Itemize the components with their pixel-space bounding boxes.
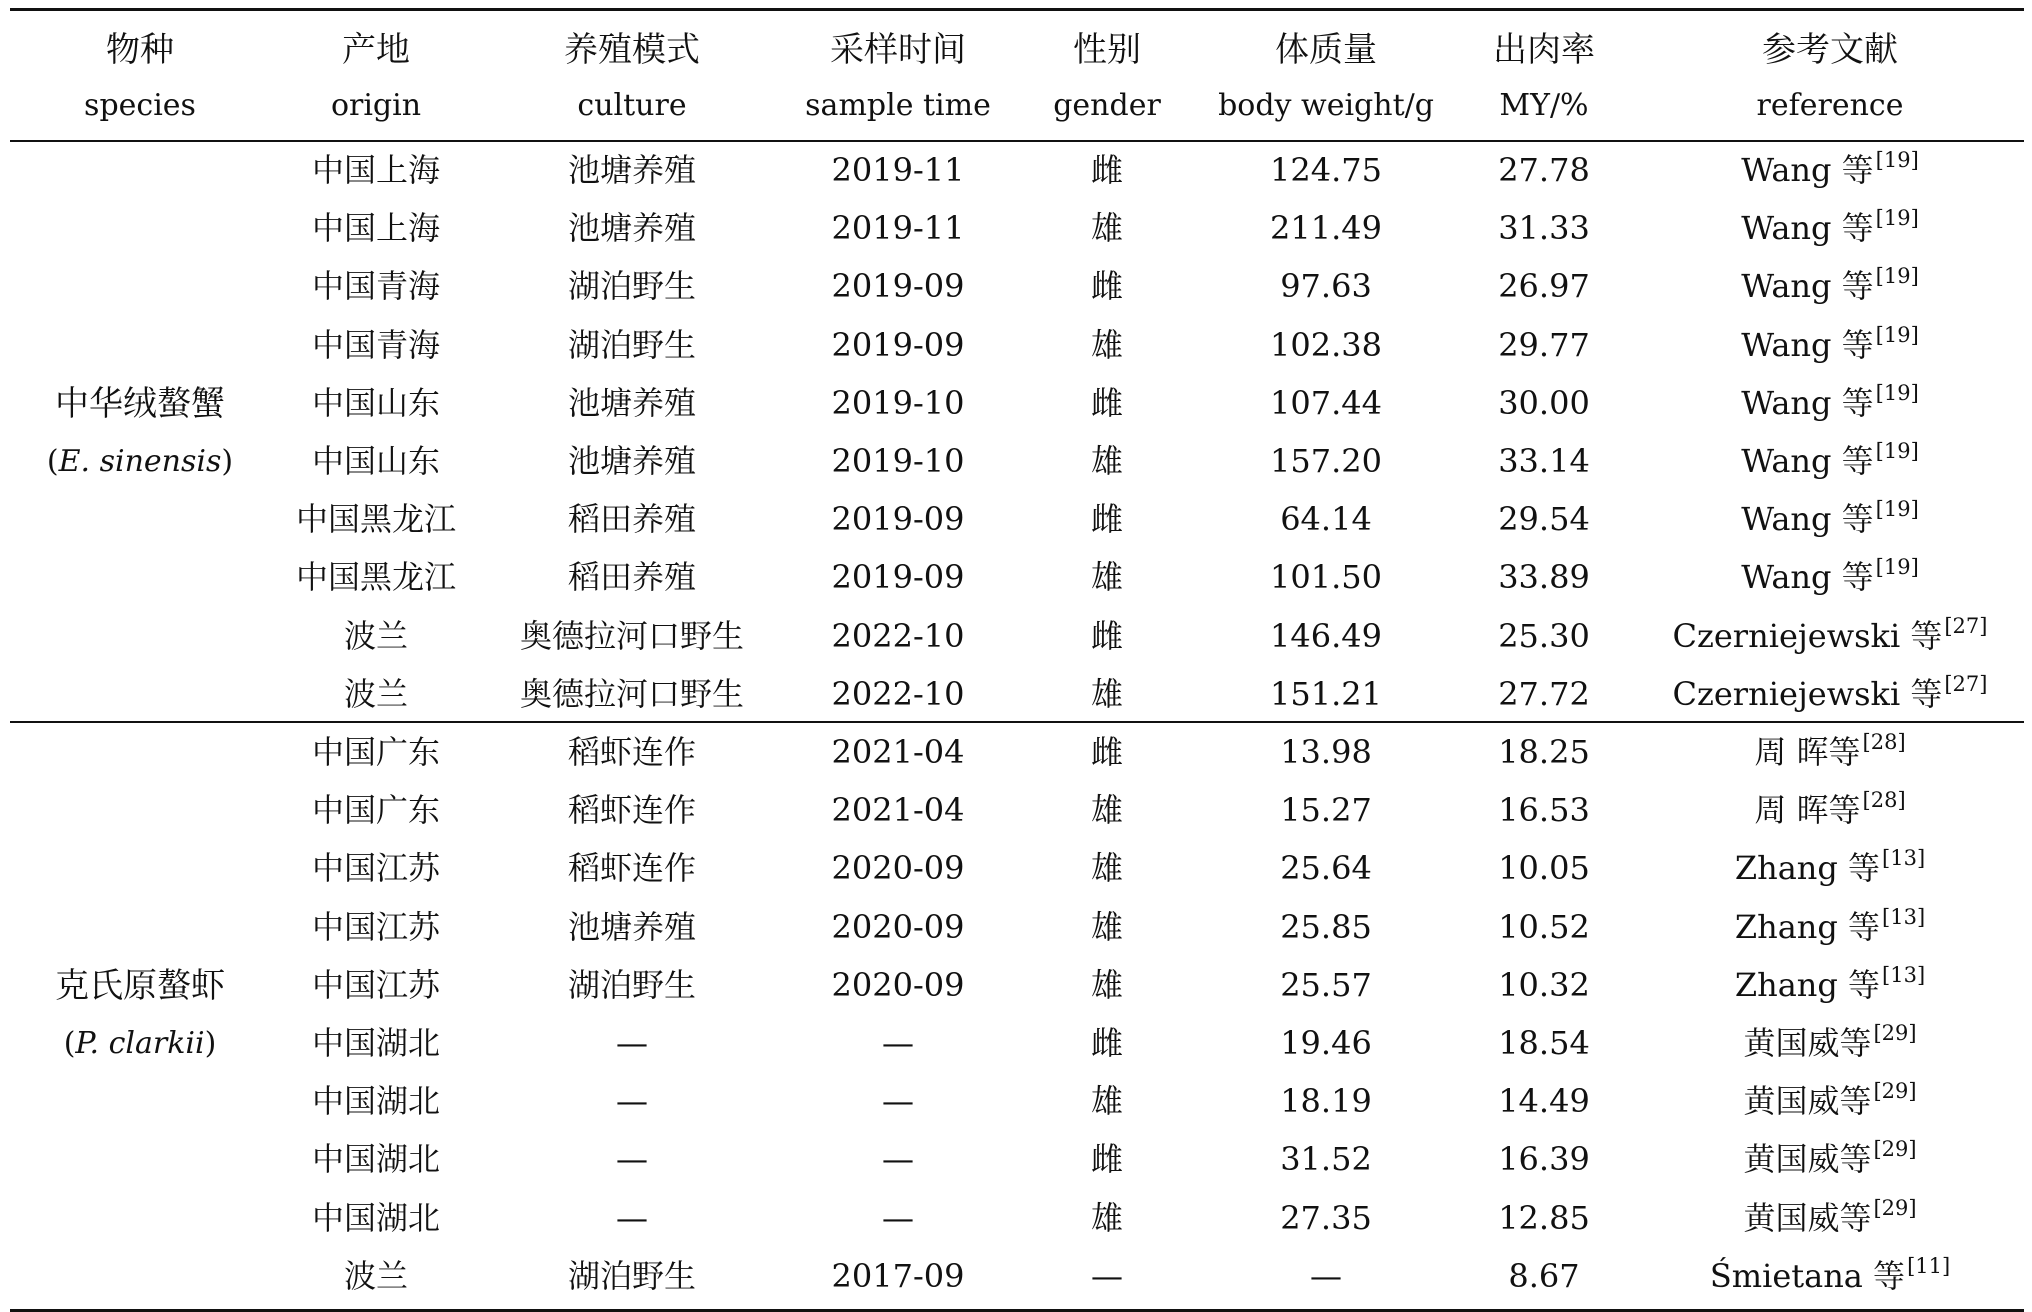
cell-weight: 25.57 bbox=[1280, 965, 1372, 1004]
reference-number: [19] bbox=[1875, 206, 1919, 231]
cell-weight: 107.44 bbox=[1270, 383, 1382, 422]
cell-origin: 中国湖北 bbox=[311, 1082, 441, 1121]
cell-weight: 13.98 bbox=[1280, 733, 1372, 771]
reference-author: Wang 等 bbox=[1741, 383, 1874, 422]
reference-author: 黄国威等 bbox=[1743, 1198, 1872, 1237]
cell-time: — bbox=[882, 1082, 914, 1121]
cell-culture: 池塘养殖 bbox=[567, 151, 697, 189]
cell-weight: 18.19 bbox=[1280, 1082, 1372, 1121]
cell-time: 2019-11 bbox=[831, 151, 965, 189]
reference-number: [19] bbox=[1875, 380, 1919, 405]
reference-author: Zhang 等 bbox=[1734, 907, 1881, 946]
cell-reference bbox=[1754, 730, 1906, 771]
reference-author: Wang 等 bbox=[1741, 558, 1874, 597]
reference-author: 黄国威等 bbox=[1743, 1082, 1872, 1121]
cell-weight: 31.52 bbox=[1280, 1140, 1372, 1179]
cell-culture: 稻虾连作 bbox=[567, 849, 697, 888]
cell-origin: 中国江苏 bbox=[311, 849, 441, 888]
cell-culture: 湖泊野生 bbox=[567, 325, 697, 364]
cell-time: 2019-11 bbox=[831, 209, 965, 248]
header-time-zh: 采样时间 bbox=[830, 30, 966, 70]
species-name-zh: 克氏原螯虾 bbox=[55, 965, 225, 1006]
cell-origin: 中国江苏 bbox=[311, 907, 441, 946]
cell-gender: 雄 bbox=[1090, 791, 1124, 830]
cell-my: 8.67 bbox=[1508, 1256, 1580, 1295]
cell-my: 14.49 bbox=[1498, 1082, 1590, 1121]
reference-number: [19] bbox=[1875, 555, 1919, 580]
cell-origin: 中国青海 bbox=[311, 325, 441, 364]
cell-origin: 中国上海 bbox=[311, 209, 441, 248]
cell-culture: 奥德拉河口野生 bbox=[519, 674, 745, 713]
paren-close: ) bbox=[221, 443, 234, 479]
cell-culture: 湖泊野生 bbox=[567, 1256, 697, 1295]
cell-culture: — bbox=[616, 1140, 648, 1179]
header-time-en: sample time bbox=[805, 88, 991, 123]
reference-author: Zhang 等 bbox=[1734, 965, 1881, 1004]
cell-reference bbox=[1743, 1079, 1917, 1121]
cell-culture: 稻田养殖 bbox=[567, 500, 697, 539]
cell-origin: 波兰 bbox=[343, 616, 409, 655]
species-name-latin bbox=[46, 443, 234, 479]
cell-time: 2021-04 bbox=[831, 733, 965, 771]
cell-origin: 中国江苏 bbox=[311, 965, 441, 1004]
cell-weight: 151.21 bbox=[1270, 674, 1382, 713]
cell-my: 29.54 bbox=[1498, 500, 1590, 539]
cell-my: 30.00 bbox=[1498, 383, 1590, 422]
cell-time: 2020-09 bbox=[831, 907, 965, 946]
cell-time: 2022-10 bbox=[831, 674, 965, 713]
cell-origin: 中国黑龙江 bbox=[295, 500, 457, 539]
cell-my: 18.25 bbox=[1498, 733, 1590, 771]
cell-gender: 雌 bbox=[1090, 500, 1124, 539]
cell-my: 16.53 bbox=[1498, 791, 1590, 830]
cell-time: 2022-10 bbox=[831, 616, 965, 655]
cell-gender: 雄 bbox=[1090, 325, 1124, 364]
header-ref-en: reference bbox=[1756, 88, 1904, 123]
paren-open: ( bbox=[46, 443, 59, 479]
reference-author: 黄国威等 bbox=[1743, 1140, 1872, 1179]
cell-culture: 稻虾连作 bbox=[567, 791, 697, 830]
cell-gender: 雌 bbox=[1090, 733, 1124, 771]
reference-author: Śmietana 等 bbox=[1709, 1256, 1906, 1295]
cell-reference bbox=[1741, 148, 1919, 189]
cell-gender: 雌 bbox=[1090, 1140, 1124, 1179]
header-weight-zh: 体质量 bbox=[1275, 30, 1377, 70]
cell-weight: 25.64 bbox=[1280, 849, 1372, 888]
reference-number: [29] bbox=[1873, 1195, 1917, 1220]
reference-author: Wang 等 bbox=[1741, 442, 1874, 480]
cell-gender: 雄 bbox=[1090, 209, 1124, 248]
reference-number: [13] bbox=[1882, 962, 1926, 987]
header-weight-en: body weight/g bbox=[1218, 88, 1434, 123]
cell-culture: 稻虾连作 bbox=[567, 733, 697, 771]
reference-author: Wang 等 bbox=[1741, 325, 1874, 364]
cell-time: — bbox=[882, 1024, 914, 1062]
cell-weight: 25.85 bbox=[1280, 907, 1372, 946]
cell-weight: 157.20 bbox=[1270, 442, 1382, 480]
cell-weight: 211.49 bbox=[1270, 209, 1382, 248]
cell-gender: — bbox=[1091, 1256, 1123, 1295]
reference-number: [19] bbox=[1875, 439, 1919, 463]
cell-origin: 中国山东 bbox=[311, 442, 441, 480]
cell-gender: 雌 bbox=[1090, 383, 1124, 422]
cell-culture: 稻田养殖 bbox=[567, 558, 697, 597]
species-latin-italic: E. sinensis bbox=[58, 443, 222, 479]
header-my-en: MY/% bbox=[1499, 88, 1589, 123]
header-origin-zh: 产地 bbox=[342, 30, 410, 70]
header-species-en: species bbox=[84, 88, 196, 123]
reference-number: [19] bbox=[1875, 497, 1919, 522]
header-ref-zh: 参考文献 bbox=[1762, 30, 1898, 70]
cell-time: 2019-09 bbox=[831, 267, 965, 306]
cell-culture: 池塘养殖 bbox=[567, 209, 697, 248]
cell-origin: 波兰 bbox=[343, 1256, 409, 1295]
cell-origin: 中国湖北 bbox=[311, 1024, 441, 1062]
cell-reference bbox=[1741, 206, 1919, 248]
cell-time: 2020-09 bbox=[831, 965, 965, 1004]
reference-number: [27] bbox=[1944, 671, 1988, 696]
cell-culture: — bbox=[616, 1198, 648, 1237]
cell-reference bbox=[1741, 497, 1919, 539]
cell-gender: 雄 bbox=[1090, 849, 1124, 888]
cell-time: 2019-09 bbox=[831, 500, 965, 539]
top-rule bbox=[10, 8, 2024, 11]
cell-my: 31.33 bbox=[1498, 209, 1590, 248]
header-gender-en: gender bbox=[1053, 88, 1161, 123]
species-name-latin bbox=[63, 1025, 217, 1061]
cell-weight: 97.63 bbox=[1280, 267, 1372, 306]
cell-weight: 64.14 bbox=[1280, 500, 1372, 539]
cell-culture: 池塘养殖 bbox=[567, 442, 697, 480]
cell-culture: 池塘养殖 bbox=[567, 907, 697, 946]
cell-my: 27.72 bbox=[1498, 674, 1590, 713]
cell-weight: — bbox=[1310, 1256, 1342, 1295]
reference-author: Wang 等 bbox=[1741, 151, 1874, 189]
cell-time: — bbox=[882, 1198, 914, 1237]
cell-reference bbox=[1741, 439, 1919, 480]
cell-weight: 124.75 bbox=[1270, 151, 1382, 189]
group-separator-rule bbox=[10, 721, 2024, 723]
header-species-zh: 物种 bbox=[106, 30, 174, 70]
cell-origin: 中国山东 bbox=[311, 383, 441, 422]
reference-author: 黄国威等 bbox=[1743, 1024, 1872, 1062]
cell-culture: 奥德拉河口野生 bbox=[519, 616, 745, 655]
cell-reference bbox=[1743, 1137, 1917, 1179]
cell-my: 18.54 bbox=[1498, 1024, 1590, 1062]
reference-number: [13] bbox=[1882, 846, 1926, 871]
cell-origin: 中国青海 bbox=[311, 267, 441, 306]
species-name-zh: 中华绒螯蟹 bbox=[55, 383, 225, 424]
header-rule bbox=[10, 140, 2024, 142]
cell-reference bbox=[1672, 613, 1988, 655]
cell-reference bbox=[1741, 322, 1919, 364]
cell-gender: 雌 bbox=[1090, 1024, 1124, 1062]
cell-origin: 中国上海 bbox=[311, 151, 441, 189]
reference-author: Czerniejewski 等 bbox=[1672, 674, 1943, 713]
cell-gender: 雄 bbox=[1090, 558, 1124, 597]
reference-number: [11] bbox=[1907, 1253, 1951, 1278]
header-culture-zh: 养殖模式 bbox=[564, 30, 700, 70]
reference-number: [28] bbox=[1862, 788, 1906, 813]
paren-open: ( bbox=[63, 1025, 76, 1061]
cell-gender: 雄 bbox=[1090, 442, 1124, 480]
cell-time: 2019-10 bbox=[831, 383, 965, 422]
cell-time: — bbox=[882, 1140, 914, 1179]
cell-my: 29.77 bbox=[1498, 325, 1590, 364]
cell-culture: — bbox=[616, 1082, 648, 1121]
cell-gender: 雄 bbox=[1090, 1198, 1124, 1237]
cell-my: 10.32 bbox=[1498, 965, 1590, 1004]
cell-reference bbox=[1741, 264, 1919, 306]
cell-weight: 15.27 bbox=[1280, 791, 1372, 830]
reference-number: [19] bbox=[1875, 148, 1919, 172]
reference-number: [29] bbox=[1873, 1079, 1917, 1104]
cell-reference bbox=[1741, 555, 1919, 597]
paren-close: ) bbox=[204, 1025, 217, 1061]
cell-reference bbox=[1754, 788, 1906, 830]
reference-author: Wang 等 bbox=[1741, 267, 1874, 306]
cell-my: 10.05 bbox=[1498, 849, 1590, 888]
cell-weight: 19.46 bbox=[1280, 1024, 1372, 1062]
cell-time: 2020-09 bbox=[831, 849, 965, 888]
cell-time: 2019-09 bbox=[831, 325, 965, 364]
reference-number: [13] bbox=[1882, 904, 1926, 929]
cell-origin: 中国湖北 bbox=[311, 1198, 441, 1237]
cell-gender: 雌 bbox=[1090, 616, 1124, 655]
cell-my: 33.14 bbox=[1498, 442, 1590, 480]
bottom-rule bbox=[10, 1309, 2024, 1312]
species-latin-italic: P. clarkii bbox=[75, 1025, 205, 1061]
cell-time: 2017-09 bbox=[831, 1256, 965, 1295]
reference-author: Zhang 等 bbox=[1734, 849, 1881, 888]
cell-time: 2021-04 bbox=[831, 791, 965, 830]
cell-reference bbox=[1709, 1253, 1951, 1295]
cell-weight: 102.38 bbox=[1270, 325, 1382, 364]
cell-weight: 27.35 bbox=[1280, 1198, 1372, 1237]
cell-culture: — bbox=[616, 1024, 648, 1062]
reference-author: Wang 等 bbox=[1741, 500, 1874, 539]
cell-gender: 雄 bbox=[1090, 1082, 1124, 1121]
cell-origin: 中国湖北 bbox=[311, 1140, 441, 1179]
cell-origin: 中国广东 bbox=[311, 733, 441, 771]
cell-weight: 146.49 bbox=[1270, 616, 1382, 655]
cell-reference bbox=[1741, 380, 1919, 422]
cell-gender: 雌 bbox=[1090, 151, 1124, 189]
cell-weight: 101.50 bbox=[1270, 558, 1382, 597]
reference-number: [29] bbox=[1873, 1137, 1917, 1162]
cell-my: 10.52 bbox=[1498, 907, 1590, 946]
cell-origin: 波兰 bbox=[343, 674, 409, 713]
cell-culture: 池塘养殖 bbox=[567, 383, 697, 422]
cell-reference bbox=[1743, 1195, 1917, 1237]
reference-number: [28] bbox=[1862, 730, 1906, 754]
cell-gender: 雌 bbox=[1090, 267, 1124, 306]
cell-reference bbox=[1734, 962, 1926, 1004]
cell-my: 27.78 bbox=[1498, 151, 1590, 189]
cell-reference bbox=[1734, 904, 1926, 946]
cell-gender: 雄 bbox=[1090, 674, 1124, 713]
cell-time: 2019-09 bbox=[831, 558, 965, 597]
reference-author: Czerniejewski 等 bbox=[1672, 616, 1943, 655]
cell-gender: 雄 bbox=[1090, 907, 1124, 946]
reference-number: [19] bbox=[1875, 264, 1919, 289]
cell-origin: 中国广东 bbox=[311, 791, 441, 830]
cell-reference bbox=[1743, 1021, 1917, 1062]
cell-gender: 雄 bbox=[1090, 965, 1124, 1004]
cell-my: 12.85 bbox=[1498, 1198, 1590, 1237]
cell-time: 2019-10 bbox=[831, 442, 965, 480]
reference-number: [27] bbox=[1944, 613, 1988, 638]
cell-my: 16.39 bbox=[1498, 1140, 1590, 1179]
cell-reference bbox=[1734, 846, 1926, 888]
cell-my: 33.89 bbox=[1498, 558, 1590, 597]
cell-my: 25.30 bbox=[1498, 616, 1590, 655]
header-my-zh: 出肉率 bbox=[1493, 30, 1595, 70]
reference-author: 周 晖等 bbox=[1754, 791, 1861, 830]
cell-my: 26.97 bbox=[1498, 267, 1590, 306]
cell-culture: 湖泊野生 bbox=[567, 965, 697, 1004]
header-gender-zh: 性别 bbox=[1073, 30, 1141, 70]
cell-culture: 湖泊野生 bbox=[567, 267, 697, 306]
reference-author: 周 晖等 bbox=[1754, 733, 1861, 771]
header-culture-en: culture bbox=[577, 88, 687, 123]
cell-reference bbox=[1672, 671, 1988, 713]
reference-number: [19] bbox=[1875, 322, 1919, 347]
cell-origin: 中国黑龙江 bbox=[295, 558, 457, 597]
reference-number: [29] bbox=[1873, 1021, 1917, 1045]
reference-author: Wang 等 bbox=[1741, 209, 1874, 248]
header-origin-en: origin bbox=[330, 88, 422, 123]
